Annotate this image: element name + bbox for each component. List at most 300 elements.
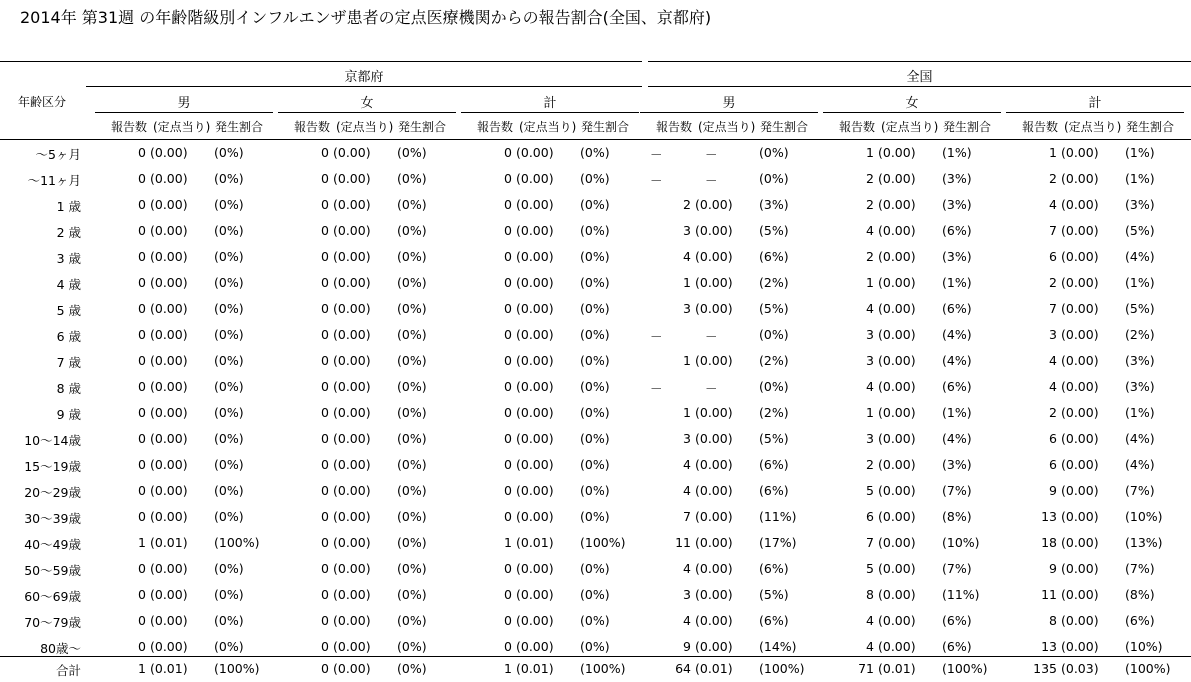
per-sentinel-value: (0.00) <box>150 639 188 654</box>
per-sentinel-value: (0.00) <box>695 639 733 654</box>
per-sentinel-value: (0.00) <box>333 509 371 524</box>
national-sex-male-underline <box>640 112 818 113</box>
report-count: 0 <box>321 535 329 550</box>
rate-value: (0%) <box>397 639 427 654</box>
report-count: 8 <box>866 587 874 602</box>
age-label: 5 歳 <box>56 303 81 318</box>
report-count: 0 <box>321 661 329 676</box>
rate-value: (0%) <box>214 145 244 160</box>
per-sentinel-value: (0.00) <box>1061 405 1099 420</box>
national-sex-total-underline <box>1006 112 1184 113</box>
rate-value: (0%) <box>397 457 427 472</box>
age-label: 7 歳 <box>56 355 81 370</box>
report-count: 4 <box>1049 353 1057 368</box>
rate-value: (4%) <box>1125 431 1155 446</box>
report-count: 0 <box>138 639 146 654</box>
report-count: 0 <box>504 275 512 290</box>
per-sentinel-value: (0.00) <box>333 145 371 160</box>
rate-value: (0%) <box>397 613 427 628</box>
rate-value: (6%) <box>942 301 972 316</box>
report-count: 0 <box>321 457 329 472</box>
report-count: 0 <box>504 483 512 498</box>
report-count: 11 <box>675 535 691 550</box>
per-sentinel-value: (0.00) <box>695 249 733 264</box>
report-count: 5 <box>866 483 874 498</box>
rate-value: (0%) <box>397 561 427 576</box>
report-count: 8 <box>1049 613 1057 628</box>
per-sentinel-value: (0.00) <box>333 483 371 498</box>
report-count: 1 <box>1049 145 1057 160</box>
rate-value: (0%) <box>397 301 427 316</box>
per-sentinel-value: (0.00) <box>695 197 733 212</box>
rate-value: (0%) <box>580 561 610 576</box>
rate-value: (2%) <box>1125 327 1155 342</box>
age-label: 10～14歳 <box>24 433 81 448</box>
report-count: 13 <box>1041 509 1057 524</box>
per-sentinel-value: (0.00) <box>333 457 371 472</box>
report-count: 18 <box>1041 535 1057 550</box>
report-count: 0 <box>321 145 329 160</box>
rate-value: (0%) <box>214 587 244 602</box>
rate-value: (0%) <box>397 405 427 420</box>
rate-value: (5%) <box>759 587 789 602</box>
report-count: 11 <box>1041 587 1057 602</box>
rate-value: (0%) <box>214 197 244 212</box>
rate-value: (5%) <box>759 431 789 446</box>
kyoto-sex-female-underline <box>278 112 456 113</box>
report-count: 4 <box>866 223 874 238</box>
per-sentinel-value: (0.00) <box>695 431 733 446</box>
per-sentinel-value: (0.00) <box>516 561 554 576</box>
rate-value: (0%) <box>214 249 244 264</box>
per-sentinel-value: (0.00) <box>150 223 188 238</box>
report-count: 9 <box>683 639 691 654</box>
report-count: 1 <box>138 661 146 676</box>
per-sentinel-value: (0.00) <box>1061 301 1099 316</box>
report-count: 4 <box>683 613 691 628</box>
rate-value: (5%) <box>759 301 789 316</box>
dash-mark: － <box>650 329 663 344</box>
report-count: 4 <box>866 301 874 316</box>
per-sentinel-value: (0.00) <box>1061 639 1099 654</box>
rate-value: (0%) <box>580 587 610 602</box>
report-count: 7 <box>1049 301 1057 316</box>
per-sentinel-value: (0.00) <box>333 223 371 238</box>
per-sentinel-value: (0.00) <box>1061 483 1099 498</box>
rate-value: (0%) <box>580 613 610 628</box>
dash-mark: － <box>650 147 663 162</box>
col-per-sentinel-header: (定点当り) <box>1064 120 1122 134</box>
per-sentinel-value: (0.00) <box>878 405 916 420</box>
rate-value: (0%) <box>397 171 427 186</box>
per-sentinel-value: (0.00) <box>516 613 554 628</box>
rate-value: (11%) <box>759 509 797 524</box>
per-sentinel-value: (0.00) <box>878 275 916 290</box>
report-count: 0 <box>138 379 146 394</box>
per-sentinel-value: (0.00) <box>516 249 554 264</box>
per-sentinel-value: (0.00) <box>516 587 554 602</box>
rate-value: (1%) <box>1125 405 1155 420</box>
col-rate-header: 発生割合 <box>943 120 992 134</box>
per-sentinel-value: (0.01) <box>516 535 554 550</box>
kyoto-sex-male-underline <box>95 112 273 113</box>
report-count: 0 <box>321 379 329 394</box>
report-count: 0 <box>321 171 329 186</box>
national-sex-female-header: 女 <box>905 96 919 111</box>
rate-value: (0%) <box>397 483 427 498</box>
rate-value: (0%) <box>759 171 789 186</box>
per-sentinel-value: (0.00) <box>695 457 733 472</box>
report-count: 0 <box>504 171 512 186</box>
report-count: 7 <box>1049 223 1057 238</box>
age-label: 9 歳 <box>56 407 81 422</box>
rate-value: (100%) <box>942 661 988 676</box>
rate-value: (6%) <box>759 561 789 576</box>
rate-value: (1%) <box>1125 275 1155 290</box>
col-report-count-header: 報告数 <box>1022 120 1059 134</box>
per-sentinel-value: (0.00) <box>150 483 188 498</box>
rate-value: (0%) <box>580 431 610 446</box>
report-count: 0 <box>138 405 146 420</box>
rate-value: (5%) <box>759 223 789 238</box>
report-count: 3 <box>866 353 874 368</box>
report-count: 0 <box>504 405 512 420</box>
rate-value: (0%) <box>214 301 244 316</box>
per-sentinel-value: (0.00) <box>333 561 371 576</box>
report-count: 4 <box>866 379 874 394</box>
rate-value: (0%) <box>580 379 610 394</box>
report-count: 1 <box>138 535 146 550</box>
per-sentinel-value: (0.00) <box>333 249 371 264</box>
per-sentinel-value: (0.00) <box>516 353 554 368</box>
rate-value: (3%) <box>942 171 972 186</box>
report-count: 2 <box>1049 275 1057 290</box>
report-count: 0 <box>504 197 512 212</box>
rate-value: (5%) <box>1125 223 1155 238</box>
report-count: 6 <box>1049 431 1057 446</box>
report-count: 7 <box>683 509 691 524</box>
rate-value: (0%) <box>397 249 427 264</box>
rate-value: (0%) <box>580 639 610 654</box>
report-count: 1 <box>866 405 874 420</box>
per-sentinel-value: (0.00) <box>878 639 916 654</box>
per-sentinel-value: (0.00) <box>333 639 371 654</box>
age-label: 70～79歳 <box>24 615 81 630</box>
report-count: 0 <box>321 405 329 420</box>
col-report-count-header: 報告数 <box>294 120 331 134</box>
report-count: 0 <box>504 327 512 342</box>
per-sentinel-value: (0.00) <box>516 457 554 472</box>
rate-value: (7%) <box>1125 561 1155 576</box>
per-sentinel-value: (0.00) <box>516 197 554 212</box>
col-rate-header: 発生割合 <box>581 120 630 134</box>
report-count: 0 <box>138 197 146 212</box>
report-count: 3 <box>683 223 691 238</box>
report-count: 3 <box>1049 327 1057 342</box>
report-count: 0 <box>321 249 329 264</box>
rate-value: (0%) <box>580 405 610 420</box>
rate-value: (0%) <box>214 613 244 628</box>
per-sentinel-value: (0.00) <box>150 405 188 420</box>
report-count: 0 <box>321 301 329 316</box>
age-label: 15～19歳 <box>24 459 81 474</box>
per-sentinel-value: (0.00) <box>516 301 554 316</box>
per-sentinel-value: (0.00) <box>333 661 371 676</box>
rate-value: (7%) <box>1125 483 1155 498</box>
age-label: ～5ヶ月 <box>35 147 81 162</box>
rate-value: (6%) <box>759 613 789 628</box>
per-sentinel-value: (0.00) <box>695 405 733 420</box>
report-count: 2 <box>1049 171 1057 186</box>
per-sentinel-value: (0.00) <box>516 171 554 186</box>
rate-value: (0%) <box>214 405 244 420</box>
per-sentinel-value: (0.00) <box>695 561 733 576</box>
per-sentinel-value: (0.00) <box>516 405 554 420</box>
col-report-count-header: 報告数 <box>839 120 876 134</box>
per-sentinel-value: (0.00) <box>1061 353 1099 368</box>
report-count: 7 <box>866 535 874 550</box>
report-count: 0 <box>138 431 146 446</box>
per-sentinel-value: (0.00) <box>878 171 916 186</box>
report-count: 0 <box>321 483 329 498</box>
rate-value: (0%) <box>214 327 244 342</box>
col-rate-header: 発生割合 <box>215 120 264 134</box>
report-count: 0 <box>504 639 512 654</box>
report-count: 4 <box>1049 197 1057 212</box>
report-count: 2 <box>866 171 874 186</box>
region-national: 全国 <box>906 70 933 85</box>
rate-value: (4%) <box>1125 457 1155 472</box>
rate-value: (0%) <box>759 327 789 342</box>
region-kyoto: 京都府 <box>344 70 384 85</box>
report-count: 3 <box>683 587 691 602</box>
rate-value: (1%) <box>1125 171 1155 186</box>
per-sentinel-value: (0.00) <box>1061 223 1099 238</box>
age-label: 4 歳 <box>56 277 81 292</box>
rate-value: (17%) <box>759 535 797 550</box>
age-label: 1 歳 <box>56 199 81 214</box>
header-bottom-border <box>0 139 1191 140</box>
col-per-sentinel-header: (定点当り) <box>881 120 939 134</box>
per-sentinel-value: (0.00) <box>333 301 371 316</box>
per-sentinel-value: (0.00) <box>1061 327 1099 342</box>
rate-value: (3%) <box>759 197 789 212</box>
rate-value: (0%) <box>759 145 789 160</box>
rate-value: (100%) <box>580 661 626 676</box>
rate-value: (3%) <box>1125 379 1155 394</box>
per-sentinel-value: (0.00) <box>878 535 916 550</box>
rate-value: (0%) <box>397 197 427 212</box>
rate-value: (8%) <box>1125 587 1155 602</box>
per-sentinel-value: (0.00) <box>516 431 554 446</box>
per-sentinel-value: (0.00) <box>516 509 554 524</box>
report-count: 0 <box>321 561 329 576</box>
rate-value: (0%) <box>580 249 610 264</box>
per-sentinel-value: (0.00) <box>333 613 371 628</box>
per-sentinel-value: (0.00) <box>1061 587 1099 602</box>
per-sentinel-value: (0.00) <box>878 613 916 628</box>
per-sentinel-value: (0.00) <box>695 483 733 498</box>
rate-value: (0%) <box>580 275 610 290</box>
report-count: 1 <box>683 275 691 290</box>
report-count: 71 <box>858 661 874 676</box>
report-count: 0 <box>138 301 146 316</box>
report-count: 4 <box>866 613 874 628</box>
per-sentinel-value: (0.00) <box>878 301 916 316</box>
per-sentinel-value: (0.00) <box>1061 535 1099 550</box>
per-sentinel-value: (0.00) <box>333 353 371 368</box>
top-border-national <box>648 61 1191 62</box>
rate-value: (0%) <box>214 457 244 472</box>
report-count: 1 <box>504 661 512 676</box>
per-sentinel-value: (0.00) <box>1061 431 1099 446</box>
rate-value: (1%) <box>942 405 972 420</box>
report-count: 2 <box>866 457 874 472</box>
report-count: 0 <box>138 249 146 264</box>
rate-value: (0%) <box>214 561 244 576</box>
rate-value: (2%) <box>759 353 789 368</box>
per-sentinel-value: (0.00) <box>516 275 554 290</box>
rate-value: (0%) <box>397 275 427 290</box>
rate-value: (6%) <box>759 457 789 472</box>
per-sentinel-value: (0.00) <box>516 639 554 654</box>
per-sentinel-value: (0.00) <box>878 197 916 212</box>
per-sentinel-value: (0.00) <box>150 353 188 368</box>
rate-value: (0%) <box>580 457 610 472</box>
report-count: 135 <box>1033 661 1057 676</box>
rate-value: (100%) <box>580 535 626 550</box>
age-label: 6 歳 <box>56 329 81 344</box>
col-rate-header: 発生割合 <box>398 120 447 134</box>
rate-value: (10%) <box>942 535 980 550</box>
per-sentinel-value: (0.00) <box>150 431 188 446</box>
rate-value: (6%) <box>759 249 789 264</box>
per-sentinel-value: (0.00) <box>878 353 916 368</box>
report-count: 0 <box>321 613 329 628</box>
per-sentinel-value: (0.00) <box>150 301 188 316</box>
per-sentinel-value: (0.00) <box>878 457 916 472</box>
report-count: 0 <box>138 613 146 628</box>
rate-value: (6%) <box>1125 613 1155 628</box>
per-sentinel-value: (0.00) <box>695 353 733 368</box>
per-sentinel-value: (0.00) <box>878 431 916 446</box>
rate-value: (0%) <box>214 171 244 186</box>
top-border-kyoto <box>0 61 642 62</box>
report-count: 0 <box>138 353 146 368</box>
rate-value: (0%) <box>214 353 244 368</box>
per-sentinel-value: (0.00) <box>150 145 188 160</box>
rate-value: (3%) <box>942 249 972 264</box>
per-sentinel-value: (0.00) <box>150 587 188 602</box>
rate-value: (0%) <box>580 171 610 186</box>
per-sentinel-value: (0.00) <box>1061 171 1099 186</box>
rate-value: (4%) <box>942 431 972 446</box>
age-label: 80歳～ <box>40 641 81 656</box>
per-sentinel-value: (0.00) <box>150 509 188 524</box>
report-count: 13 <box>1041 639 1057 654</box>
report-count: 1 <box>866 145 874 160</box>
report-count: 9 <box>1049 483 1057 498</box>
rate-value: (4%) <box>1125 249 1155 264</box>
rate-value: (0%) <box>580 509 610 524</box>
report-count: 4 <box>683 561 691 576</box>
region-underline-kyoto <box>86 86 642 87</box>
rate-value: (11%) <box>942 587 980 602</box>
per-sentinel-value: (0.00) <box>878 223 916 238</box>
rate-value: (13%) <box>1125 535 1163 550</box>
rate-value: (0%) <box>580 145 610 160</box>
report-count: 0 <box>321 353 329 368</box>
rate-value: (0%) <box>397 379 427 394</box>
per-sentinel-value: (0.01) <box>150 661 188 676</box>
col-per-sentinel-header: (定点当り) <box>698 120 756 134</box>
report-count: 4 <box>1049 379 1057 394</box>
rate-value: (6%) <box>759 483 789 498</box>
report-count: 0 <box>504 145 512 160</box>
rate-value: (0%) <box>580 301 610 316</box>
per-sentinel-value: (0.01) <box>695 661 733 676</box>
per-sentinel-value: (0.00) <box>150 249 188 264</box>
rate-value: (0%) <box>397 661 427 676</box>
rate-value: (0%) <box>214 431 244 446</box>
rate-value: (0%) <box>580 223 610 238</box>
report-count: 0 <box>321 327 329 342</box>
rate-value: (7%) <box>942 483 972 498</box>
rate-value: (14%) <box>759 639 797 654</box>
per-sentinel-value: (0.00) <box>333 275 371 290</box>
report-count: 0 <box>138 457 146 472</box>
report-count: 0 <box>504 431 512 446</box>
report-count: 0 <box>321 223 329 238</box>
kyoto-sex-total-header: 計 <box>543 96 557 111</box>
rate-value: (3%) <box>942 197 972 212</box>
age-label: 合計 <box>55 663 81 678</box>
rate-value: (0%) <box>214 483 244 498</box>
rate-value: (4%) <box>942 327 972 342</box>
rate-value: (0%) <box>397 223 427 238</box>
rate-value: (0%) <box>214 379 244 394</box>
age-label: 3 歳 <box>56 251 81 266</box>
report-count: 1 <box>866 275 874 290</box>
per-sentinel-value: (0.00) <box>516 483 554 498</box>
kyoto-sex-male-header: 男 <box>177 96 191 111</box>
col-report-count-header: 報告数 <box>656 120 693 134</box>
report-count: 1 <box>683 353 691 368</box>
age-label: ～11ヶ月 <box>27 173 81 188</box>
col-per-sentinel-header: (定点当り) <box>336 120 394 134</box>
report-count: 2 <box>1049 405 1057 420</box>
rate-value: (3%) <box>1125 197 1155 212</box>
per-sentinel-value: (0.00) <box>333 327 371 342</box>
report-count: 4 <box>683 483 691 498</box>
per-sentinel-value: (0.01) <box>516 661 554 676</box>
col-rate-header: 発生割合 <box>760 120 809 134</box>
report-title: 2014年 第31週 の年齢階級別インフルエンザ患者の定点医療機関からの報告割合(全国、京都府) <box>20 8 712 27</box>
per-sentinel-value: (0.00) <box>333 431 371 446</box>
per-sentinel-value: (0.00) <box>695 223 733 238</box>
rate-value: (2%) <box>759 275 789 290</box>
report-count: 0 <box>138 327 146 342</box>
report-count: 4 <box>683 457 691 472</box>
rate-value: (100%) <box>214 535 260 550</box>
rate-value: (0%) <box>397 509 427 524</box>
col-report-count-header: 報告数 <box>111 120 148 134</box>
report-count: 0 <box>504 613 512 628</box>
per-sentinel-value: (0.00) <box>695 509 733 524</box>
region-underline-national <box>648 86 1191 87</box>
kyoto-sex-female-header: 女 <box>360 96 374 111</box>
report-count: 0 <box>504 561 512 576</box>
